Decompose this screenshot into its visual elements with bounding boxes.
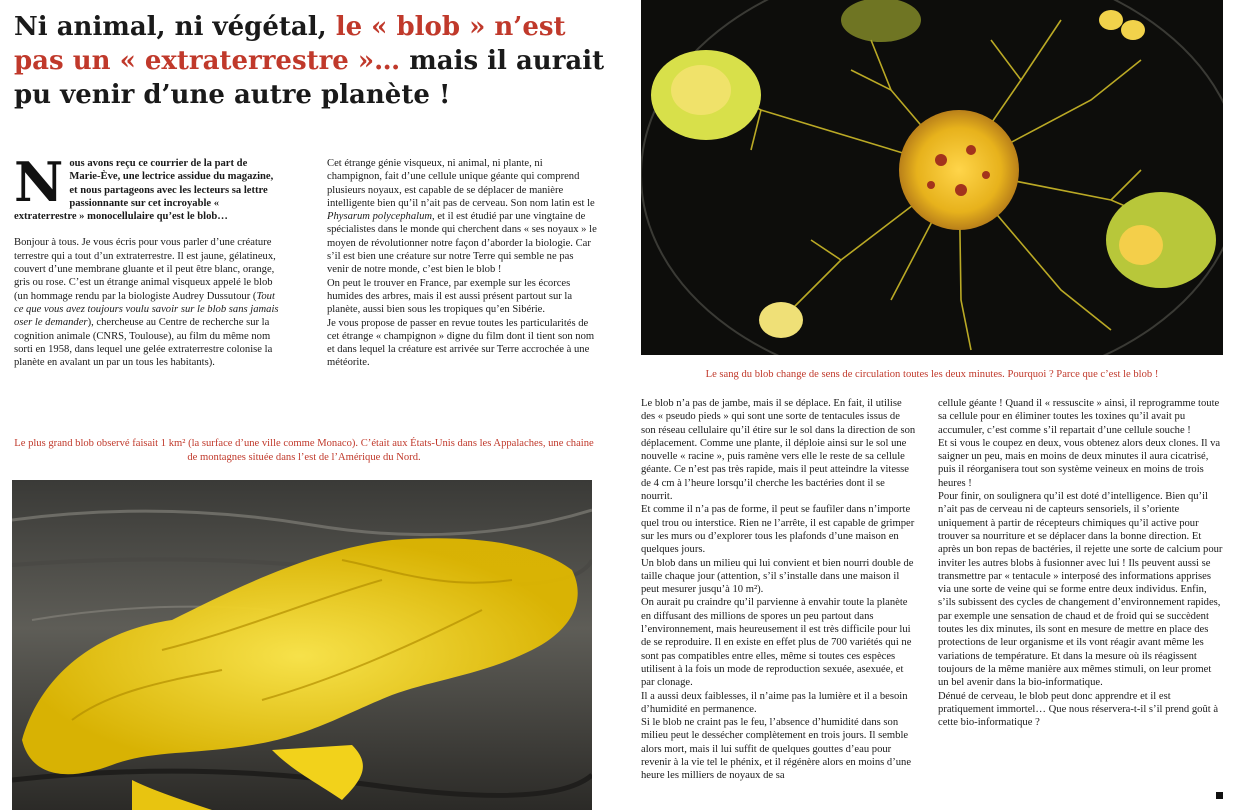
letter-text-a: Bonjour à tous. Je vous écris pour vous parler d’une créature terrestre qui a tout d’un extraterrestre. Il est jaune, gélatineux, couvert d’une membrane gluante et il peut être blanc, orange, gris ou rose. C’est un étrange animal visqueux appelé le blob (un hommage rendu par la biologiste Audrey Dussutour ( xyxy=(14,237,276,302)
col3-paragraph-3: Un blob dans un milieu qui lui convient et bien nourri double de taille chaque jour (attention, s’il s’installe dans une maison il peut mesurer jusqu’à 10 m²). xyxy=(641,557,914,596)
text-column-1 xyxy=(14,150,280,369)
col2-paragraph-3: Je vous propose de passer en revue toutes les particularités de cet étrange « champignon » digne du film dont il tient son nom et dans lequel la créature est arrivée sur Terre accrochée à une météorite. xyxy=(327,317,595,369)
caption-largest-blob: Le plus grand blob observé faisait 1 km² (la surface d’une ville comme Monaco). C’était aux États-Unis dans les Appalaches, une chaine de montagnes située dans l’est de l’Amérique du Nord. xyxy=(14,438,594,463)
col4-paragraph-4: Dénué de cerveau, le blob peut donc apprendre et il est pratiquement immortel… Que nous réservera-t-il s’il prend goût à cette bio-informatique ? xyxy=(938,690,1219,729)
photo-blob-petri-dish xyxy=(641,0,1223,355)
title-part-1: Ni animal, ni végétal, xyxy=(14,12,336,42)
drop-cap: N xyxy=(14,150,64,214)
col2-paragraph-1 xyxy=(327,157,597,277)
col4-paragraph-2: Et si vous le coupez en deux, vous obtenez alors deux clones. Il va saigner un peu, mais en moins de deux minutes il aura cicatrisé, puis il réorganisera tout son système veineux en moins de trois heures ! xyxy=(938,437,1221,489)
photo-blob-on-bark xyxy=(12,480,592,810)
col3-paragraph-5: Il a aussi deux faiblesses, il n’aime pas la lumière et il a besoin d’humidité en permanence. xyxy=(641,690,908,715)
col3-paragraph-4: On aurait pu craindre qu’il parvienne à envahir toute la planète en diffusant des millions de spores un peu partout dans l’environnement, mais heureusement il est très difficile pour lui de se reproduire. Il en existe en effet plus de 700 variétés qui ne sont pas compatibles entre elles, même si toutes ces espèces utilisent à la fois un mode de reproduction sexuée, asexuée, et par clonage. xyxy=(641,597,912,689)
caption-blood-direction: Le sang du blob change de sens de circulation toutes les deux minutes. Pourquoi ? Parce que c’est le blob ! xyxy=(705,369,1159,380)
text-column-2 xyxy=(327,157,597,370)
blob-bark-image xyxy=(12,480,592,810)
letter-paragraph-1 xyxy=(14,236,280,369)
text-column-4 xyxy=(938,397,1223,729)
title-part-2-red: le « blob » n’est pas un « extraterrestre »… xyxy=(14,12,566,76)
col2-text-b: , et il est étudié par une vingtaine de spécialistes dans le monde qui cherchent dans « ses noyaux » le moyen de révolutionner notre façon d’aborder la biologie. Car s’il est bien une créature sur notre Terre qui semble ne pas venir de notre monde, c’est bien le blob ! xyxy=(327,211,597,276)
intro-text: ous avons reçu ce courrier de la part de Marie-Ève, une lectrice assidue du magazine, et nous partageons avec les lecteurs sa lettre passionnante sur cet incroyable « extraterrestre » monocellulaire qu’est le blob… xyxy=(14,158,274,223)
book-title: Tout ce que vous avez toujours voulu savoir sur le blob sans jamais oser le demander xyxy=(14,290,279,329)
col3-paragraph-6: Si le blob ne craint pas le feu, l’absence d’humidité dans son milieu peut le dessécher complètement en trois jours. Il semble alors mort, mais il lui suffit de quelques gouttes d’eau pour revenir à la vie tel le phénix, et il régénère alors en moins d’une heure les milliers de noyaux de sa xyxy=(641,717,912,782)
end-of-article-mark xyxy=(1216,792,1223,799)
blob-petri-image xyxy=(641,0,1223,355)
col4-paragraph-3: Pour finir, on soulignera qu’il est doté d’intelligence. Bien qu’il n’ait pas de cerveau ni de capteurs sensoriels, il s’oriente uniquement à partir de récepteurs chimiques qu’il active pour trouver sa nourriture et se déplacer dans la bonne direction. Et après un bon repas de bactéries, il rejette une sorte de calcium pour inviter les autres blobs à fusionner avec lui ! Ils peuvent aussi se transmettre par « tentacule » interposé des informations apprises via une sorte de veine qui se forme entre deux individus. Enfin, s’ils subissent des cycles de changement d’environnement rapides, par exemple une sensation de chaud et de froid qui se succèdent toutes les dix minutes, ils sont en mesure de mettre en place des protections de leur organisme et ils vont réagir avant même les variations de température. Et dans la mesure où ils réagissent toujours de la même manière aux mêmes stimuli, on leur promet un bel avenir dans la bio-informatique. xyxy=(938,491,1223,689)
col2-paragraph-2: On peut le trouver en France, par exemple sur les écorces humides des arbres, mais il est aussi présent partout sur la planète, aussi bien sous les tropiques qu’en Sibérie. xyxy=(327,277,573,316)
col3-paragraph-2: Et comme il n’a pas de forme, il peut se faufiler dans n’importe quel trou ou interstice. Rien ne l’arrête, il est capable de grimper sur les murs ou d’explorer tous les plafonds d’une maison en quelques jours. xyxy=(641,504,915,556)
latin-name: Physarum polycephalum xyxy=(327,211,433,223)
title-part-3: mais il aurait pu venir d’une autre planète ! xyxy=(14,46,605,110)
intro-paragraph xyxy=(14,150,280,223)
article-title xyxy=(14,10,614,112)
col4-paragraph-1: cellule géante ! Quand il « ressuscite » ainsi, il reprogramme toute sa cellule pour en éliminer toutes les toxines qu’il avait pu accumuler, c’est comme s’il repartait d’une cellule souche ! xyxy=(938,398,1220,436)
col3-paragraph-1: Le blob n’a pas de jambe, mais il se déplace. En fait, il utilise des « pseudo pieds » qui sont une sorte de tentacules issus de son réseau cellulaire qu’il étire sur le sol dans la direction de son déplacement. Comme une plante, il déploie ainsi sur le sol une nouvelle « racine », puis ramène vers elle le reste de sa cellule géante. Ce n’est pas très rapide, mais il peut atteindre la vitesse de 4 cm à l’heure lorsqu’il cherche les bactéries dont il se nourrit. xyxy=(641,398,916,503)
letter-text-b: ), chercheuse au Centre de recherche sur la cognition animale (CNRS, Toulouse), au film du même nom sorti en 1958, dans lequel une gelée extraterrestre colonise la planète en avalant un par un tous les habitants). xyxy=(14,317,273,369)
col2-text-a: Cet étrange génie visqueux, ni animal, ni plante, ni champignon, fait d’une cellule unique géante qui comprend plusieurs noyaux, est capable de se déplacer de manière intelligente bien qu’il n’ait pas de cerveau. Son nom latin est le xyxy=(327,158,595,209)
text-column-3 xyxy=(641,397,917,783)
